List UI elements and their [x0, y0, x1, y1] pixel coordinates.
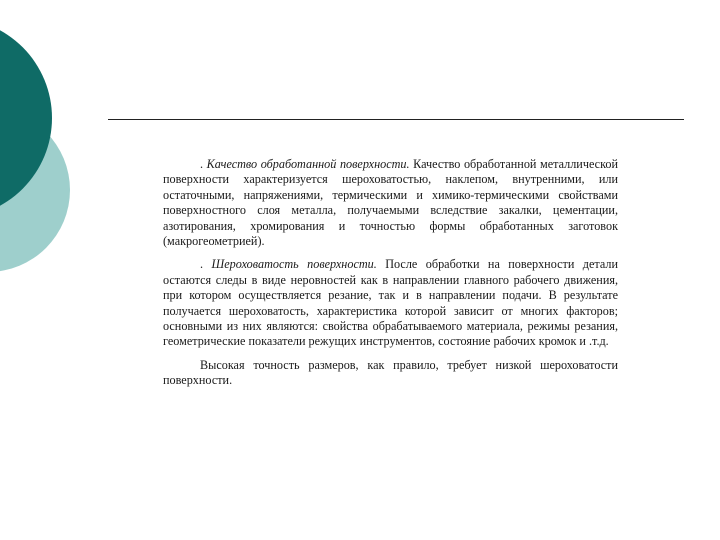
paragraph-precision: [163, 358, 618, 389]
horizontal-rule: [108, 119, 684, 120]
paragraph-surface-quality: [163, 157, 618, 249]
paragraph-body: После обработки на поверхности детали остаются следы в виде неровностей как в направлении главного рабочего движения, при котором осуществляется резание, так и в направлении подачи. В результате получается шероховатость, характеристика которой зависит от многих факторов; основными из них являются: свойства обрабатываемого материала, режимы резания, геометрические показатели режущих инструментов, состояние рабочих кромок и .т.д.: [163, 257, 619, 349]
paragraph-term: Шероховатость поверхности.: [211, 257, 377, 272]
paragraph-term: Качество обработанной поверхности.: [206, 157, 410, 171]
paragraph-lead: .: [200, 257, 212, 272]
paragraph-lead: .: [200, 157, 207, 171]
paragraph-body: Качество обработанной металлической поверхности характеризуется шероховатостью, наклепом, внутренними, или остаточными, напряжениями, термическими и химико-термическими свойствами поверхностного слоя металла, получаемыми вследствие закалки, цементации, азотирования, хромирования и точностью формы обработанных заготовок (макрогеометрией).: [163, 157, 618, 249]
paragraph-body: Высокая точность размеров, как правило, требует низкой шероховатости поверхности.: [163, 357, 618, 388]
paragraph-roughness: [163, 257, 618, 349]
decorative-circles: [0, 0, 90, 300]
document-text: [163, 157, 618, 397]
